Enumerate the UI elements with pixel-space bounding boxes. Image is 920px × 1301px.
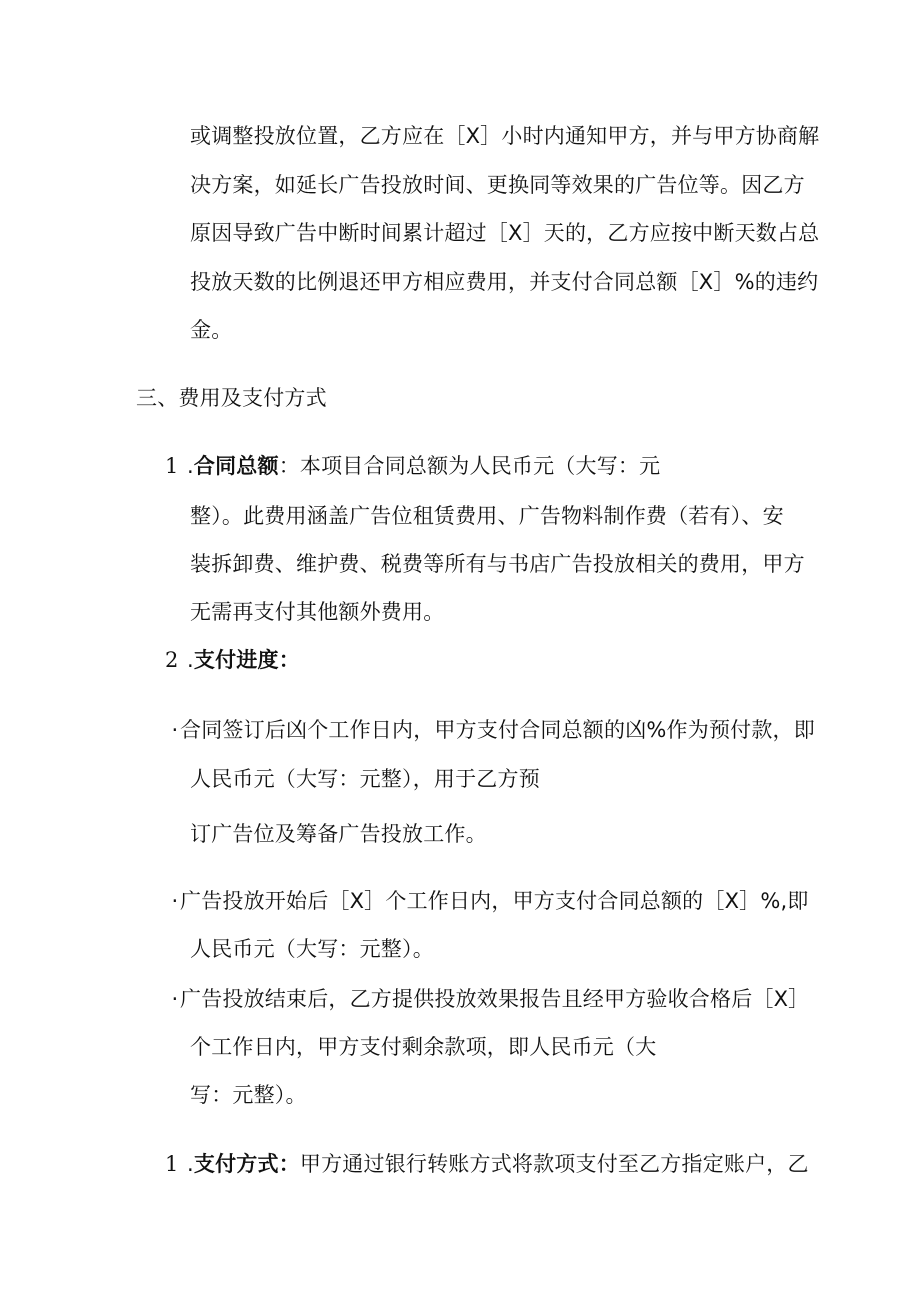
- paragraph-line: 原因导致广告中断时间累计超过［X］天的，乙方应按中断天数占总: [190, 221, 820, 245]
- bullet-text: 广告投放开始后［X］个工作日内，甲方支付合同总额的［X］%,即: [180, 889, 809, 913]
- section-heading: 三、费用及支付方式: [136, 386, 327, 410]
- paragraph-line: 个工作日内，甲方支付剩余款项，即人民币元（大: [190, 1035, 657, 1059]
- paragraph-line: 人民币元（大写：元整）。: [190, 937, 434, 961]
- item-number: 1: [165, 454, 179, 478]
- paragraph-line: 金。: [190, 318, 233, 342]
- paragraph-line: 或调整投放位置，乙方应在［X］小时内通知甲方，并与甲方协商解: [190, 124, 820, 148]
- bullet-text: 广告投放结束后，乙方提供投放效果报告且经甲方验收合格后［X］: [180, 987, 810, 1011]
- item-dot: .: [187, 1152, 194, 1176]
- list-item-method: [165, 1150, 809, 1178]
- item-number: 1: [165, 1152, 179, 1176]
- item-label: 支付进度：: [193, 648, 300, 672]
- item-text: ：本项目合同总额为人民币元（大写：元: [278, 454, 661, 478]
- item-number: 2: [165, 648, 179, 672]
- paragraph-line: 订广告位及筹备广告投放工作。: [190, 822, 487, 846]
- item-dot: .: [187, 648, 194, 672]
- paragraph-line: 装拆卸费、维护费、税费等所有与书店广告投放相关的费用，甲方: [190, 552, 805, 576]
- item-text: 甲方通过银行转账方式将款项支付至乙方指定账户，乙: [299, 1152, 809, 1176]
- bullet-item: [170, 716, 815, 744]
- item-label: 支付方式：: [193, 1152, 300, 1176]
- bullet-marker: ·: [171, 889, 179, 913]
- bullet-text: 合同签订后凶个工作日内，甲方支付合同总额的凶%作为预付款，即: [180, 718, 815, 742]
- list-item-progress: [165, 646, 300, 674]
- list-item-total: [165, 452, 660, 480]
- paragraph-line: 写：元整）。: [190, 1083, 307, 1107]
- paragraph-line: 整）。此费用涵盖广告位租赁费用、广告物料制作费（若有）、安: [190, 504, 784, 528]
- paragraph-line: 无需再支付其他额外费用。: [190, 600, 445, 624]
- bullet-item: [170, 887, 809, 915]
- item-dot: .: [187, 454, 194, 478]
- bullet-marker: ·: [171, 718, 179, 742]
- paragraph-line: 投放天数的比例退还甲方相应费用，并支付合同总额［X］%的违约: [190, 270, 819, 294]
- paragraph-line: 人民币元（大写：元整），用于乙方预: [190, 767, 540, 791]
- item-label: 合同总额: [193, 454, 279, 478]
- bullet-marker: ·: [171, 987, 179, 1011]
- paragraph-line: 决方案，如延长广告投放时间、更换同等效果的广告位等。因乙方: [190, 173, 805, 197]
- bullet-item: [170, 985, 809, 1013]
